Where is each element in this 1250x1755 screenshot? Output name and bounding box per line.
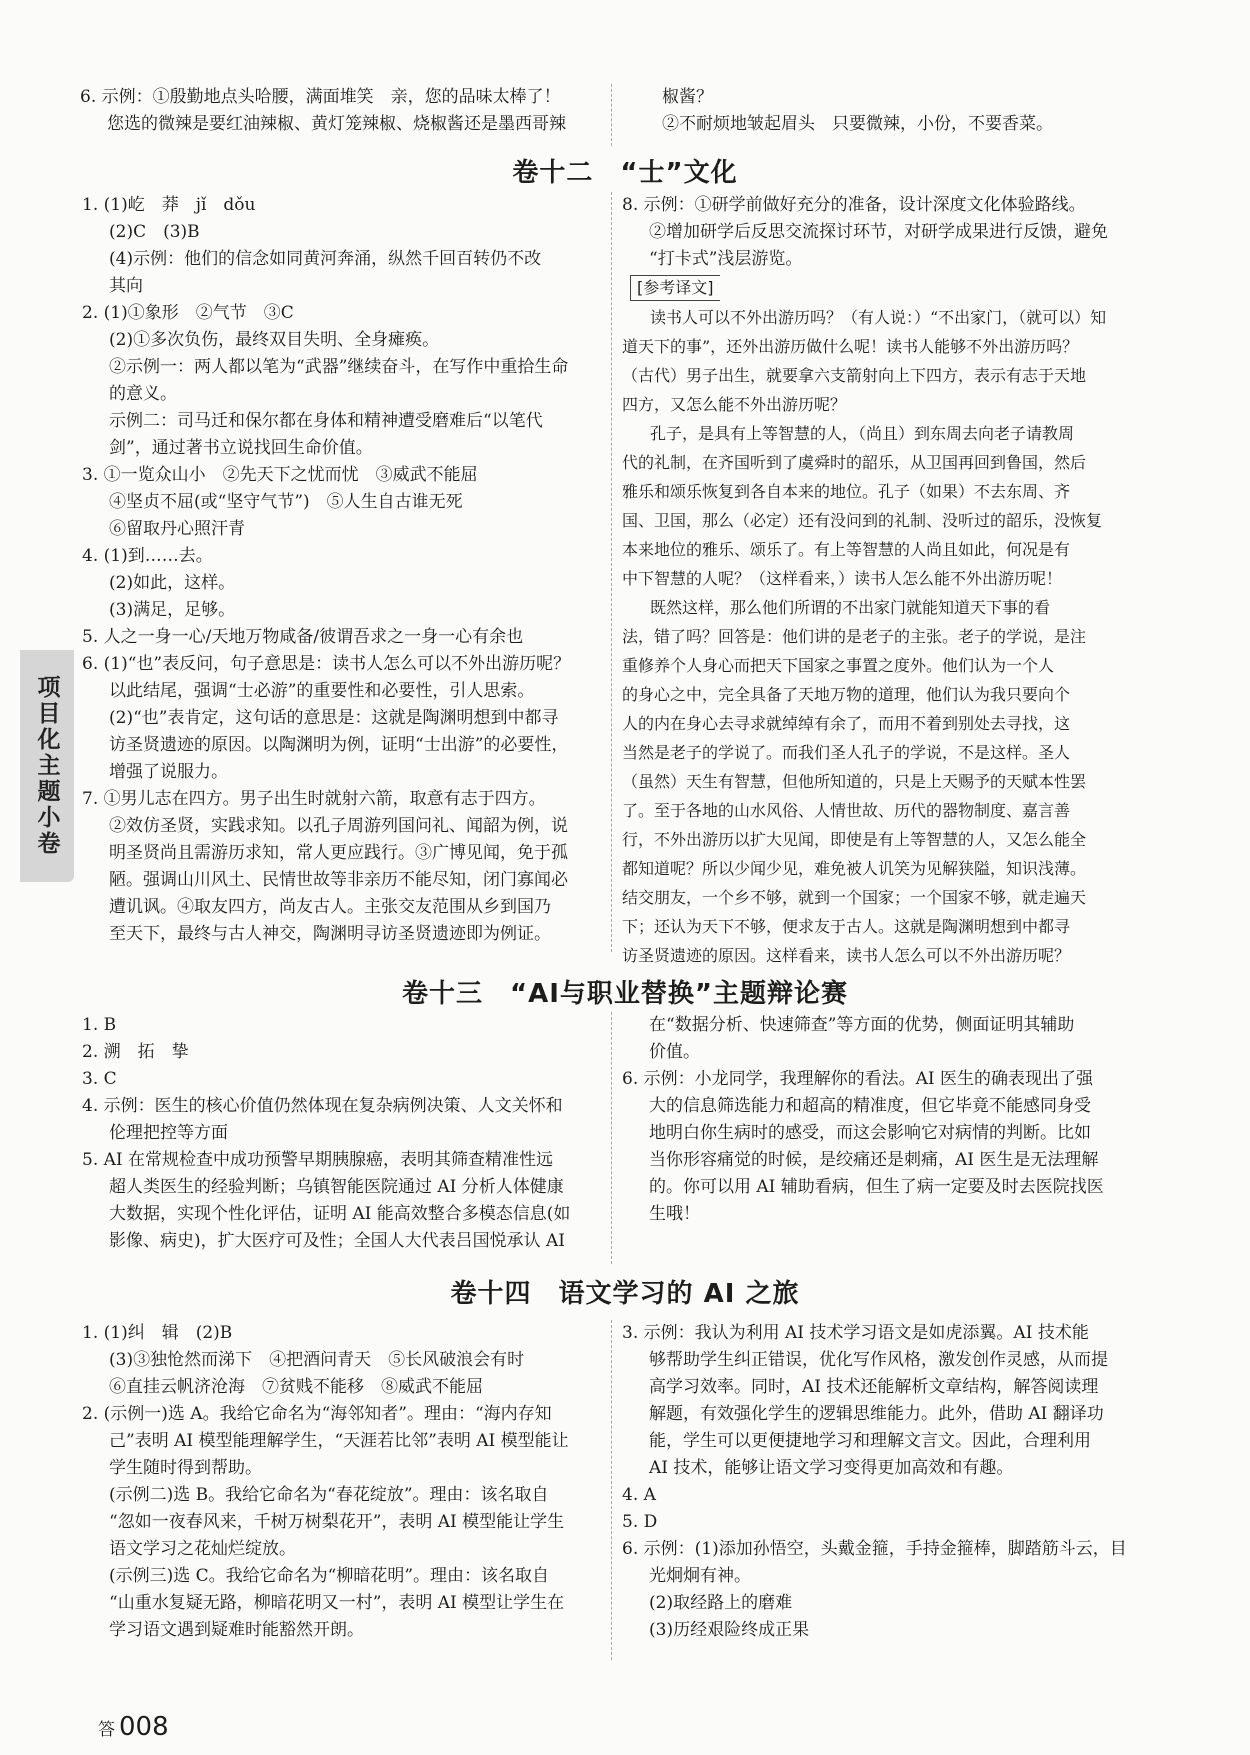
text-line: (2)“也”表肯定，这句话的意思是：这就是陶渊明想到中都寻 [109, 708, 559, 728]
translation-line: 中下智慧的人呢？（这样看来，）读书人怎么能不外出游历呢！ [622, 569, 1063, 588]
text-line: ②效仿圣贤，实践求知。以孔子周游列国问礼、闻韶为例，说 [109, 816, 568, 836]
side-tab [20, 650, 74, 882]
translation-line: 四方，又怎么能不外出游历呢？ [622, 395, 847, 414]
text-line: 4. (1)到……去。 [82, 546, 213, 566]
text-line: 2. (示例一)选 A。我给它命名为“海邻知者”。理由：“海内存知 [82, 1404, 552, 1424]
text-line: 增强了说服力。 [109, 762, 228, 782]
text-line: AI 技术，能够让语文学习变得更加高效和有趣。 [649, 1458, 1014, 1478]
text-line: 您选的微辣是要红油辣椒、黄灯笼辣椒、烧椒酱还是墨西哥辣 [107, 114, 566, 134]
reference-translation-label: [参考译文] [630, 275, 720, 301]
text-line: 在“数据分析、快速筛查”等方面的优势，侧面证明其辅助 [649, 1015, 1075, 1035]
translation-line: 结交朋友，一个乡不够，就到一个国家；一个国家不够，就走遍天 [622, 888, 1087, 907]
translation-line: 当然是老子的学说了。而我们圣人孔子的学说，不是这样。圣人 [622, 743, 1071, 762]
text-line: 大的信息筛选能力和超高的精准度，但它毕竟不能感同身受 [649, 1096, 1091, 1116]
text-line: 椒酱？ [662, 87, 713, 107]
text-line: (2)①多次负伤，最终双目失明、全身瘫痪。 [109, 330, 440, 350]
text-line: 大数据，实现个性化评估，证明 AI 能高效整合多模态信息(如 [109, 1204, 571, 1224]
text-line: 1. B [82, 1015, 117, 1035]
text-line: 5. 人之一身一心/天地万物咸备/彼谓吾求之一身一心有余也 [82, 627, 524, 647]
text-line: 1. (1)屹 莽 jǐ dǒu [82, 195, 256, 215]
text-line: ②不耐烦地皱起眉头 只要微辣，小份，不要香菜。 [662, 114, 1053, 134]
text-line: 学习语文遇到疑难时能豁然开朗。 [109, 1620, 364, 1640]
translation-line: 本来地位的雅乐、颂乐了。有上等智慧的人尚且如此，何况是有 [622, 540, 1071, 559]
text-line: 2. 溯 拓 挚 [82, 1042, 189, 1062]
translation-line: 孔子，是具有上等智慧的人，（尚且）到东周去向老子请教周 [650, 424, 1075, 443]
text-line: 1. (1)纠 辑 (2)B [82, 1323, 233, 1343]
text-line: 地明白你生病时的感受，而这会影响它对病情的判断。比如 [649, 1123, 1091, 1143]
translation-line: 重修养个人身心而把天下国家之事置之度外。他们认为一个人 [622, 656, 1055, 675]
text-line: (2)如此，这样。 [109, 573, 236, 593]
translation-line: 了。至于各地的山水风俗、人情世故、历代的器物制度、嘉言善 [622, 801, 1071, 820]
text-line: “忽如一夜春风来，千树万树梨花开”，表明 AI 模型能让学生 [109, 1512, 565, 1532]
text-line: 剑”，通过著书立说找回生命价值。 [109, 438, 373, 458]
section-title-13: 卷十三 “AI与职业替换”主题辩论赛 [402, 979, 848, 1009]
text-line: ⑥留取丹心照汗青 [109, 519, 245, 539]
top-continuation [82, 84, 1180, 146]
text-line: 6. (1)“也”表反问，句子意思是：读书人怎么可以不外出游历呢？ [82, 654, 571, 674]
text-line: 6. 示例：(1)添加孙悟空，头戴金箍，手持金箍棒，脚踏筋斗云，目 [622, 1539, 1127, 1559]
translation-line: （古代）男子出生，就要拿六支箭射向上下四方，表示有志于天地 [622, 366, 1087, 385]
text-line: 的意义。 [109, 384, 177, 404]
text-line: 生哦！ [649, 1204, 700, 1224]
text-line: 够帮助学生纠正错误，优化写作风格，激发创作灵感，从而提 [649, 1350, 1108, 1370]
text-line: (3)历经艰险终成正果 [649, 1620, 810, 1640]
text-line: 3. ①一览众山小 ②先天下之忧而忧 ③威武不能屈 [82, 465, 478, 485]
translation-line: 雅乐和颂乐恢复到各自本来的地位。孔子（如果）不去东周、齐 [622, 482, 1071, 501]
text-line: 3. C [82, 1069, 117, 1089]
text-line: 7. ①男儿志在四方。男子出生时就射六箭，取意有志于四方。 [82, 789, 546, 809]
text-line: 4. A [622, 1485, 656, 1505]
text-line: ④坚贞不屈(或“坚守气节”) ⑤人生自古谁无死 [109, 492, 463, 512]
text-line: 解题，有效强化学生的逻辑思维能力。此外，借助 AI 翻译功 [649, 1404, 1104, 1424]
text-line: 其向 [109, 276, 143, 296]
text-line: “山重水复疑无路，柳暗花明又一村”，表明 AI 模型让学生在 [109, 1593, 565, 1613]
text-line: 超人类医生的经验判断；乌镇智能医院通过 AI 分析人体健康 [109, 1177, 564, 1197]
text-line: (4)示例：他们的信念如同黄河奔涌，纵然千回百转仍不改 [109, 249, 542, 269]
text-line: (示例二)选 B。我给它命名为“春花绽放”。理由：该名取自 [109, 1485, 549, 1505]
translation-line: 读书人可以不外出游历吗？（有人说：）“不出家门，（就可以）知 [650, 308, 1107, 327]
text-line: 当你形容痛觉的时候，是绞痛还是刺痛，AI 医生是无法理解 [649, 1150, 1099, 1170]
page-number-prefix: 答 [98, 1720, 115, 1740]
section-12-body [82, 192, 1180, 965]
text-line: 光炯炯有神。 [649, 1566, 751, 1586]
text-line: 6. 示例：小龙同学，我理解你的看法。AI 医生的确表现出了强 [622, 1069, 1094, 1089]
page-number-value: 008 [119, 1712, 169, 1742]
text-line: 4. 示例：医生的核心价值仍然体现在复杂病例决策、人文关怀和 [82, 1096, 563, 1116]
text-line: 以此结尾，强调“士必游”的重要性和必要性，引人思索。 [109, 681, 535, 701]
text-line: (2)取经路上的磨难 [649, 1593, 793, 1613]
translation-line: 法，错了吗？回答是：他们讲的是老子的主张。老子的学说，是注 [622, 627, 1087, 646]
text-line: 影像、病史)，扩大医疗可及性；全国人大代表吕国悦承认 AI [109, 1231, 566, 1251]
translation-line: 行，不外出游历以扩大见闻，即使是有上等智慧的人，又怎么能全 [622, 830, 1087, 849]
text-line: 2. (1)①象形 ②气节 ③C [82, 303, 294, 323]
text-line: 的。你可以用 AI 辅助看病，但生了病一定要及时去医院找医 [649, 1177, 1104, 1197]
text-line: 语文学习之花灿烂绽放。 [109, 1539, 296, 1559]
translation-line: 道天下的事”，还外出游历做什么呢！读书人能够不外出游历吗？ [622, 337, 1079, 356]
translation-line: 既然这样，那么他们所谓的不出家门就能知道天下事的看 [650, 598, 1051, 617]
translation-line: 国、卫国，那么（必定）还有没问到的礼制、没听过的韶乐，没恢复 [622, 511, 1103, 530]
text-line: (3)③独怆然而涕下 ④把酒问青天 ⑤长风破浪会有时 [109, 1350, 525, 1370]
text-line: 遭讥讽。④取友四方，尚友古人。主张交友范围从乡到国乃 [109, 897, 551, 917]
text-line: 示例二：司马迁和保尔都在身体和精神遭受磨难后“以笔代 [109, 411, 543, 431]
text-line: 5. AI 在常规检查中成功预警早期胰腺癌，表明其筛查精准性远 [82, 1150, 554, 1170]
text-line: 明圣贤尚且需游历求知，常人更应践行。③广博见闻，免于孤 [109, 843, 568, 863]
text-line: ②示例一：两人都以笔为“武器”继续奋斗，在写作中重拾生命 [109, 357, 569, 377]
section-title-12: 卷十二 “士”文化 [512, 158, 738, 188]
text-line: 伦理把控等方面 [109, 1123, 228, 1143]
text-line: 3. 示例：我认为利用 AI 技术学习语文是如虎添翼。AI 技术能 [622, 1323, 1089, 1343]
text-line: 价值。 [649, 1042, 700, 1062]
translation-line: 代的礼制，在齐国听到了虞舜时的韶乐，从卫国再回到鲁国，然后 [622, 453, 1087, 472]
text-line: (示例三)选 C。我给它命名为“柳暗花明”。理由：该名取自 [109, 1566, 550, 1586]
translation-line: （虽然）天生有智慧，但他所知道的，只是上天赐予的天赋本性罢 [622, 772, 1087, 791]
text-line: (2)C (3)B [109, 222, 200, 242]
text-line: “打卡式”浅层游览。 [649, 249, 803, 269]
text-line: 至天下，最终与古人神交，陶渊明寻访圣贤遗迹即为例证。 [109, 924, 551, 944]
translation-line: 都知道呢？所以少闻少见，难免被人讥笑为见解狭隘，知识浅薄。 [622, 859, 1087, 878]
text-line: 6. 示例：①殷勤地点头哈腰，满面堆笑 亲，您的品味太棒了！ [80, 87, 561, 107]
text-line: 访圣贤遗迹的原因。以陶渊明为例，证明“士出游”的必要性， [109, 735, 569, 755]
section-title-14: 卷十四 语文学习的 AI 之旅 [450, 1279, 800, 1309]
text-line: (3)满足，足够。 [109, 600, 236, 620]
translation-line: 的身心之中，完全具备了天地万物的道理，他们认为我只要向个 [622, 685, 1071, 704]
text-line: 高学习效率。同时，AI 技术还能解析文章结构，解答阅读理 [649, 1377, 1099, 1397]
text-line: 学生随时得到帮助。 [109, 1458, 262, 1478]
text-line: ②增加研学后反思交流探讨环节，对研学成果进行反馈，避免 [649, 222, 1108, 242]
translation-line: 访圣贤遗迹的原因。这样看来，读书人怎么可以不外出游历呢？ [622, 946, 1071, 965]
translation-line: 人的内在身心去寻求就绰绰有余了，而用不着到别处去寻找，这 [622, 714, 1071, 733]
text-line: 己”表明 AI 模型能理解学生，“天涯若比邻”表明 AI 模型能让 [109, 1431, 569, 1451]
text-line: 能，学生可以更便捷地学习和理解文言文。因此，合理利用 [649, 1431, 1091, 1451]
translation-line: 下；还认为天下不够，便求友于古人。这就是陶渊明想到中都寻 [622, 917, 1071, 936]
text-line: 陋。强调山川风土、民情世故等非亲历不能尽知，闭门寡闻必 [109, 870, 568, 890]
text-line: 8. 示例：①研学前做好充分的准备，设计深度文化体验路线。 [622, 195, 1086, 215]
section-14-body [82, 1320, 1180, 1660]
text-line: ⑥直挂云帆济沧海 ⑦贫贱不能移 ⑧威武不能屈 [109, 1377, 483, 1397]
text-line: 5. D [622, 1512, 658, 1532]
section-13-body [82, 1012, 1180, 1264]
page-number [98, 1712, 169, 1742]
side-tab-label: 项目化主题小卷 [33, 675, 60, 857]
